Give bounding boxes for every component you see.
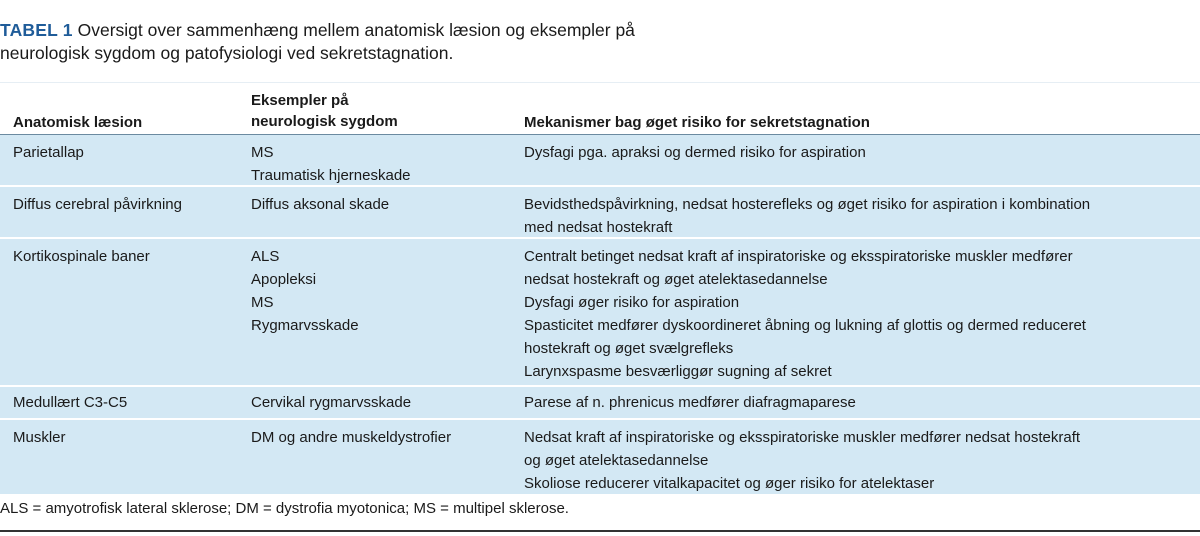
mechanism-item: Dysfagi pga. apraksi og dermed risiko for aspiration [524,144,866,161]
caption-text-line2: neurologisk sygdom og patofysiologi ved sekretstagnation. [0,43,454,63]
header-disease-examples [251,90,451,132]
mechanism-item: Bevidsthedspåvirkning, nedsat hosterefleks og øget risiko for aspiration i kombination [524,196,1091,213]
mechanism-item: Centralt betinget nedsat kraft af inspiratoriske og eksspiratoriske muskler medfører [524,248,1073,265]
header-disease-line1: Eksempler på [251,92,349,109]
cell-lesion: Medullært C3-C5 [13,394,128,411]
disease-item: Traumatisk hjerneskade [251,167,411,184]
mechanism-item: med nedsat hostekraft [524,219,673,236]
cell-diseases [251,193,511,216]
table-row [0,187,1200,239]
disease-item: Apopleksi [251,271,317,288]
table-row [0,239,1200,387]
cell-lesion: Parietallap [13,144,84,161]
table-row [0,135,1200,187]
mechanism-item: Spasticitet medfører dyskoordineret åbning og lukning af glottis og dermed reduceret [524,317,1086,334]
cell-diseases [251,245,511,337]
cell-diseases [251,391,511,414]
header-mechanisms: Mekanismer bag øget risiko for sekretstagnation [524,114,870,131]
disease-item: Rygmarvsskade [251,317,359,334]
disease-item: Diffus aksonal skade [251,196,390,213]
cell-diseases [251,141,511,187]
mechanism-item: Skoliose reducerer vitalkapacitet og øger risiko for atelektaser [524,475,935,492]
mechanism-item: Parese af n. phrenicus medfører diafragmaparese [524,394,856,411]
table-row [0,420,1200,496]
cell-lesion: Kortikospinale baner [13,248,150,265]
disease-item: Cervikal rygmarvsskade [251,394,412,411]
mechanism-item: og øget atelektasedannelse [524,452,709,469]
caption-text-line1: Oversigt over sammenhæng mellem anatomisk læsion og eksempler på [77,20,635,40]
mechanism-item: Larynxspasme besværliggør sugning af sekret [524,363,832,380]
cell-mechanisms [524,245,1194,383]
disease-item: DM og andre muskeldystrofier [251,429,452,446]
cell-diseases [251,426,511,449]
table-row [0,387,1200,420]
bottom-rule [0,530,1200,532]
table-header [0,83,1200,135]
cell-mechanisms [524,193,1194,239]
cell-mechanisms [524,391,1194,414]
disease-item: MS [251,144,274,161]
table-label: TABEL 1 [0,20,73,40]
table-footnote: ALS = amyotrofisk lateral sklerose; DM = dystrofia myotonica; MS = multipel sklerose. [0,500,569,517]
cell-lesion: Diffus cerebral påvirkning [13,196,182,213]
table-caption [0,19,760,65]
mechanism-item: Dysfagi øger risiko for aspiration [524,294,740,311]
cell-mechanisms [524,426,1194,495]
cell-mechanisms [524,141,1194,164]
disease-item: MS [251,294,274,311]
data-table [0,83,1200,496]
mechanism-item: Nedsat kraft af inspiratoriske og eksspiratoriske muskler medfører nedsat hostekraft [524,429,1081,446]
mechanism-item: nedsat hostekraft og øget atelektasedannelse [524,271,828,288]
header-anatomic-lesion: Anatomisk læsion [13,114,143,131]
header-disease-line2: neurologisk sygdom [251,113,398,130]
mechanism-item: hostekraft og øget svælgrefleks [524,340,734,357]
disease-item: ALS [251,248,280,265]
cell-lesion: Muskler [13,429,66,446]
